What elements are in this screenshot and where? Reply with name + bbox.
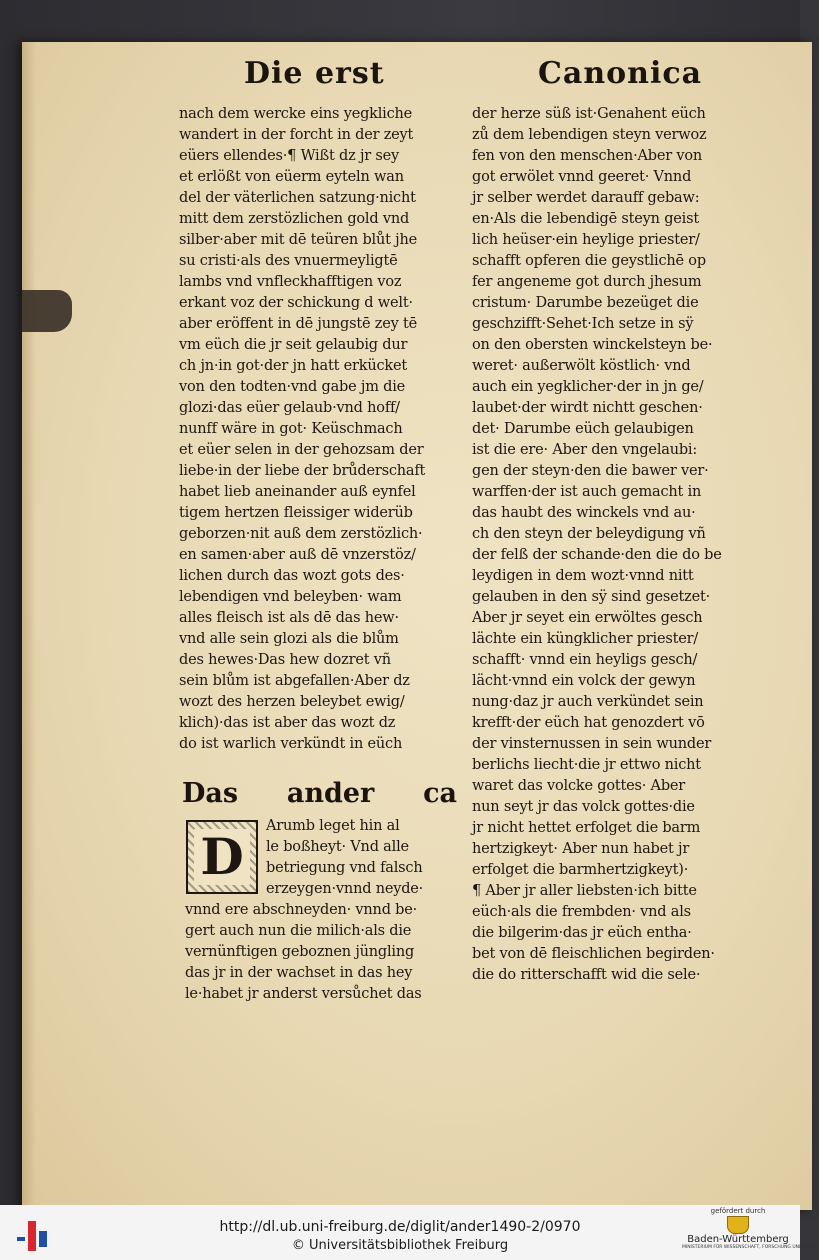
running-header-left: Die erst [244,56,385,91]
text-line: das jr in der wachset in das hey [185,965,413,981]
text-line: erfolget die barmhertzigkeyt)· [472,862,689,878]
text-line: fen von den menschen·Aber von [472,148,703,164]
text-line: nun seyt jr das volck gottes·die [472,799,695,815]
sponsor-block [682,1207,819,1259]
text-column-left-after-initial [185,900,457,1005]
text-line: hertzigkeyt· Aber nun habet jr [472,841,690,857]
text-line: schafft· vnnd ein heyligs gesch/ [472,652,698,668]
text-line: leydigen in dem wozt·vnnd nitt [472,568,694,584]
text-line: ¶ Aber jr aller liebsten·ich bitte [472,883,697,899]
text-line: warffen·der ist auch gemacht in [472,484,702,500]
text-line: klich)·das ist aber das wozt dz [179,715,396,731]
viewer-footer [0,1205,819,1260]
text-line: lambs vnd vnfleckhafftigen voz [179,274,402,290]
text-line: erkant voz der schickung d welt· [179,295,413,311]
text-line: lächte ein küngklicher priester/ [472,631,699,647]
text-line: nach dem wercke eins yegkliche [179,106,413,122]
text-line: geborzen·nit auß dem zerstözlich· [179,526,423,542]
text-line: on den obersten winckelsteyn be· [472,337,713,353]
text-line: der felß der schande·den die do be [472,547,722,563]
text-line: glozi·das eüer gelaub·vnd hoff/ [179,400,400,416]
decorated-initial [186,820,258,894]
text-line: le boßheyt· Vnd alle [266,839,409,855]
text-line: lächt·vnnd ein volck der gewyn [472,673,696,689]
text-line: auch ein yegklicher·der in jn ge/ [472,379,704,395]
sponsor-ministry: MINISTERIUM FÜR WISSENSCHAFT, FORSCHUNG UND KUNST [682,1245,819,1250]
text-line: lebendigen vnd beleyben· wam [179,589,402,605]
text-line: die bilgerim·das jr eüch entha· [472,925,692,941]
page-stain [22,290,72,332]
text-line: tigem hertzen fleissiger widerüb [179,505,413,521]
text-line: vnd alle sein glozi als die blům [179,631,399,647]
chapter-heading-word: ander [286,778,375,809]
text-column-right [472,104,744,986]
text-line: jr selber werdet darauff gebaw: [472,190,700,206]
text-line: eüers ellendes·¶ Wißt dz jr sey [179,148,399,164]
text-line: silber·aber mit dē teüren blůt jhe [179,232,417,248]
text-line: schafft opferen die geystlichē op [472,253,706,269]
text-line: nung·daz jr auch verkündet sein [472,694,704,710]
text-line: fer angeneme got durch jhesum [472,274,702,290]
text-line: et eüer selen in der gehozsam der [179,442,424,458]
text-line: do ist warlich verkündt in eüch [179,736,403,752]
page-url-link[interactable]: http://dl.ub.uni-freiburg.de/diglit/ander1490-2/0970 [219,1219,581,1235]
text-line: nunff wäre in got· Keüschmach [179,421,403,437]
text-line: got erwölet vnnd geeret· Vnnd [472,169,692,185]
text-line: gert auch nun die milich·als die [185,923,412,939]
text-line: alles fleisch ist als dē das hew· [179,610,399,626]
page-edge-shadow [22,42,36,1210]
text-line: das haubt des winckels vnd au· [472,505,696,521]
text-line: berlichs liecht·die jr ettwo nicht [472,757,701,773]
text-line: geschzifft·Sehet·Ich setze in sÿ [472,316,694,332]
text-line: et erlößt von eüerm eyteln wan [179,169,404,185]
sponsor-caption: gefördert durch [710,1207,766,1215]
text-line: Arumb leget hin al [266,818,400,834]
text-line: ch den steyn der beleydigung vñ [472,526,706,542]
text-line: habet lieb aneinander auß eynfel [179,484,416,500]
text-line: vm eüch die jr seit gelaubig dur [179,337,408,353]
text-line: weret· außerwölt köstlich· vnd [472,358,691,374]
text-line: betriegung vnd falsch [266,860,423,876]
state-crest-icon [727,1216,749,1234]
text-line: det· Darumbe eüch gelaubigen [472,421,694,437]
text-line: gen der steyn·den die bawer ver· [472,463,709,479]
text-line: wozt des herzen beleybet ewig/ [179,694,405,710]
text-line: mitt dem zerstözlichen gold vnd [179,211,410,227]
text-column-left-beside-initial [266,816,458,900]
text-line: le·habet jr anderst versůchet das [185,986,422,1002]
text-line: der herze süß ist·Genahent eüch [472,106,706,122]
text-line: lich heüser·ein heylige priester/ [472,232,700,248]
text-line: krefft·der eüch hat genozdert vō [472,715,705,731]
text-line: eüch·als die frembden· vnd als [472,904,691,920]
running-header-right: Canonica [538,56,703,91]
text-line: Aber jr seyet ein erwöltes gesch [472,610,703,626]
text-line: vernünftigen geboznen jüngling [185,944,415,960]
initial-letter: D [194,829,249,885]
text-line: von den todten·vnd gabe jm die [179,379,406,395]
copyright-notice: © Universitätsbibliothek Freiburg [291,1238,509,1253]
chapter-heading-word: Das [182,778,239,809]
text-line: die do ritterschafft wid die sele· [472,967,701,983]
text-column-left [179,104,457,755]
text-line: ist die ere· Aber den vngelaubi: [472,442,698,458]
text-line: zů dem lebendigen steyn verwoz [472,127,707,143]
text-line: der vinsternussen in sein wunder [472,736,712,752]
sponsor-name: Baden-Württemberg [687,1234,789,1245]
text-line: jr nicht hettet erfolget die barm [472,820,701,836]
text-line: su cristi·als des vnuermeyligtē [179,253,398,269]
text-line: erzeygen·vnnd neyde· [266,881,424,897]
text-line: del der väterlichen satzung·nicht [179,190,416,206]
text-line: waret das volcke gottes· Aber [472,778,686,794]
text-line: laubet·der wirdt nichtt geschen· [472,400,703,416]
chapter-heading [182,778,457,809]
text-line: ch jn·in got·der jn hatt erkücket [179,358,407,374]
text-line: liebe·in der liebe der brůderschaft [179,463,426,479]
chapter-heading-word: ca [423,778,457,809]
text-line: lichen durch das wozt gots des· [179,568,405,584]
text-line: en samen·aber auß dē vnzerstöz/ [179,547,416,563]
text-line: vnnd ere abschneyden· vnnd be· [185,902,418,918]
text-line: des hewes·Das hew dozret vñ [179,652,391,668]
text-line: sein blům ist abgefallen·Aber dz [179,673,410,689]
text-line: en·Als die lebendigē steyn geist [472,211,699,227]
text-line: wandert in der forcht in der zeyt [179,127,414,143]
text-line: bet von dē fleischlichen begirden· [472,946,715,962]
text-line: cristum· Darumbe bezeüget die [472,295,699,311]
text-line: aber eröffent in dē jungstē zey tē [179,316,417,332]
text-line: gelauben in den sÿ sind gesetzet· [472,589,711,605]
